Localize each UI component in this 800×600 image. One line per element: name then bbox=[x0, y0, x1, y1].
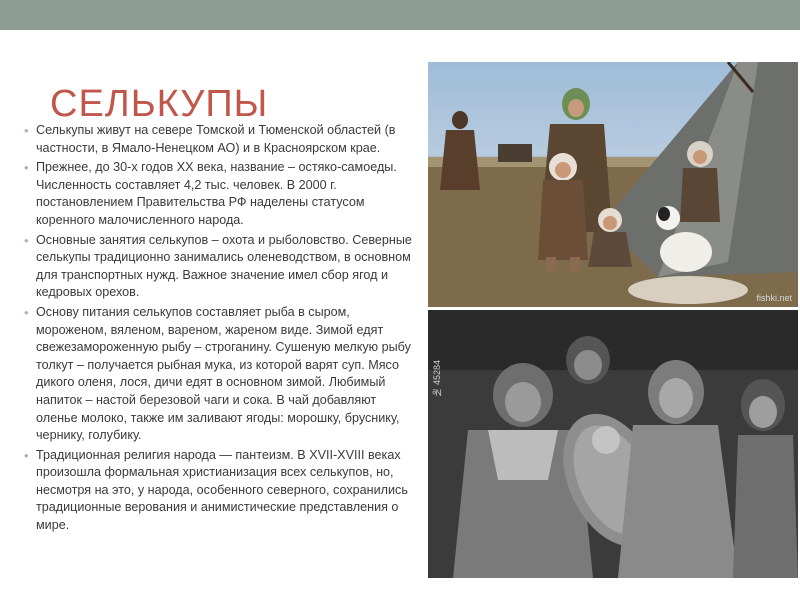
top-band bbox=[0, 0, 800, 30]
color-photo-illustration bbox=[428, 62, 798, 307]
bullet-location: • Селькупы живут на севере Томской и Тюменской областей (в частности, в Ямало-Ненецком АО) и в Красноярском крае. bbox=[22, 122, 420, 157]
bullet-occupations: • Основные занятия селькупов – охота и рыболовство. Северные селькупы традиционно занимались оленеводством, в основном для транспортных нужд. Важное значение имел сбор ягод и кедровых орехов. bbox=[22, 232, 420, 302]
slide-title: СЕЛЬКУПЫ bbox=[50, 83, 269, 126]
bw-photo-illustration bbox=[428, 310, 798, 578]
color-photo-family-tent bbox=[428, 62, 798, 307]
bullet-food: • Основу питания селькупов составляет рыба в сыром, мороженом, вяленом, вареном, жареном виде. Зимой едят свежезамороженную рыбу – строганину. Сушеную мелкую рыбу толкут – получается рыбная мука, из которой варят суп. Мясо дикого оленя, лося, дичи едят в основном зимой. Любимый напиток – настой березовой чаги и сока. В чай добавляют оленье молоко, также им заливают ягоды: морошку, бруснику, чернику, голубику. bbox=[22, 304, 420, 445]
white-dog bbox=[660, 232, 712, 272]
bullet-list bbox=[22, 122, 420, 537]
bullet-religion: • Традиционная религия народа — пантеизм. В XVII-XVIII веках произошла формальная христианизация всех селькупов, но, несмотря на это, у народа, особенного северного, сохранились традиционные верования и анимистические представления о мире. bbox=[22, 447, 420, 535]
archive-number: № 45284 bbox=[432, 360, 442, 398]
bullet-history: • Прежнее, до 30-х годов XX века, название – остяко-самоеды. Численность составляет 4,2 тыс. человек. В 2000 г. постановлением Правительства РФ наделены статусом коренного малочисленного народа. bbox=[22, 159, 420, 229]
photo-watermark: fishki.net bbox=[756, 293, 792, 303]
person-left bbox=[452, 111, 468, 129]
bw-photo-mothers-children bbox=[428, 310, 798, 578]
fur-hides bbox=[628, 276, 748, 304]
